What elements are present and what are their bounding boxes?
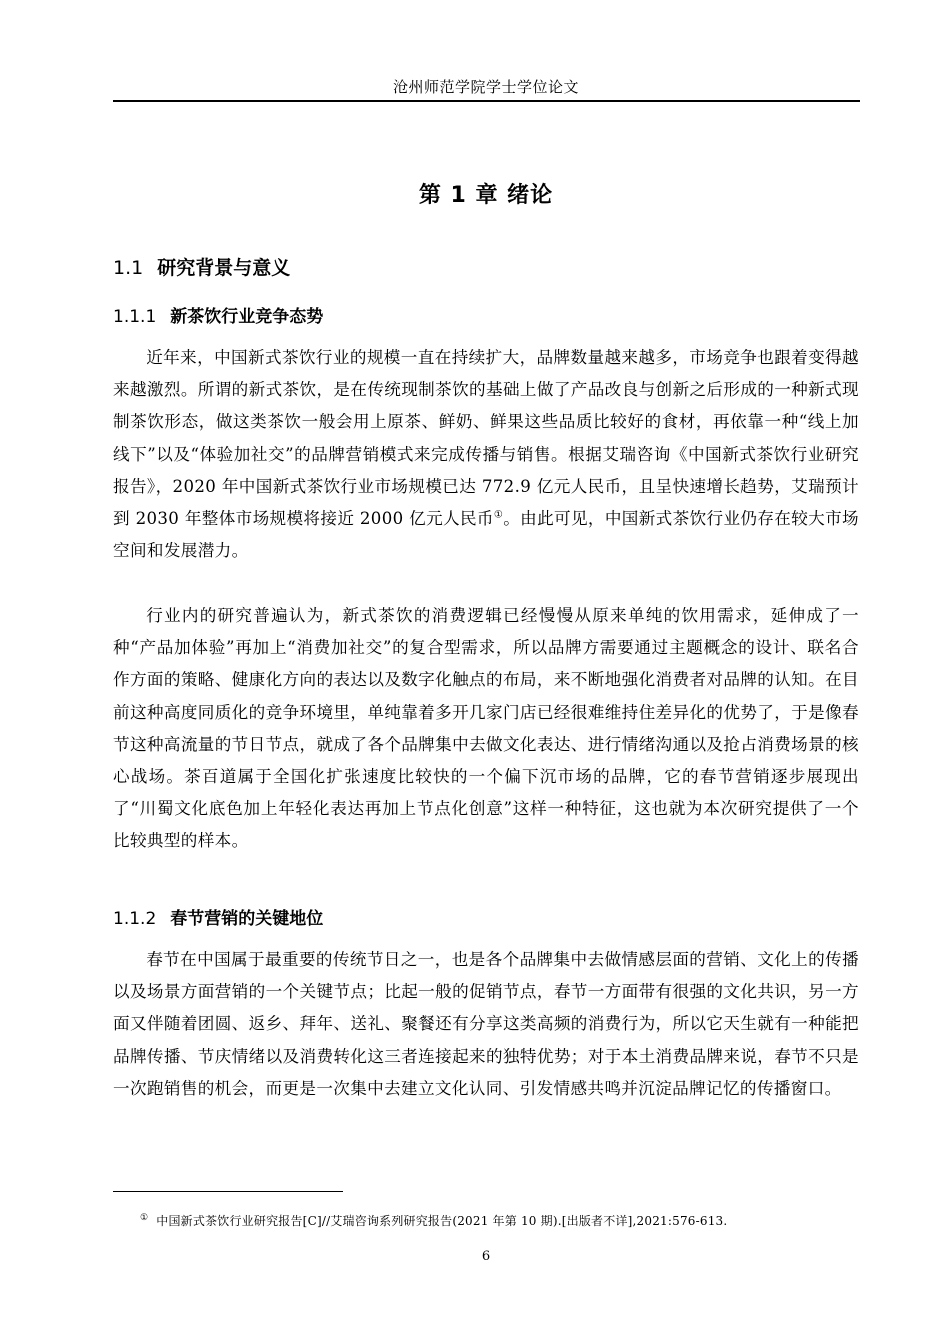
running-header: 沧州师范学院学士学位论文 xyxy=(392,78,579,96)
footnote-reference[interactable]: ① xyxy=(493,509,504,521)
footnote-mark: ① xyxy=(140,1213,149,1223)
footnote xyxy=(140,1212,727,1229)
subsection-number: 1.1.1 xyxy=(113,307,157,327)
paragraph-1-1-2-a: 春节在中国属于最重要的传统节日之一，也是各个品牌集中去做情感层面的营销、文化上的传播以及场景方面营销的一个关键节点；比起一般的促销节点，春节一方面带有很强的文化共识，另一方面又伴随着团圆、返乡、拜年、送礼、聚餐还有分享这类高频的消费行为，所以它天生就有一种能把品牌传播、节庆情绪以及消费转化这三者连接起来的独特优势；对于本土消费品牌来说，春节不只是一次跑销售的机会，而更是一次集中去建立文化认同、引发情感共鸣并沉淀品牌记忆的传播窗口。 xyxy=(113,950,859,1098)
page-number: 6 xyxy=(481,1249,491,1264)
subsection-heading-1-1-1 xyxy=(113,302,323,327)
footnote-rule xyxy=(113,1191,343,1192)
subsection-title: 春节营销的关键地位 xyxy=(170,909,324,929)
chapter-title: 第 1 章 绪论 xyxy=(418,183,554,208)
paragraph-1-1-1-b: 行业内的研究普遍认为，新式茶饮的消费逻辑已经慢慢从原来单纯的饮用需求，延伸成了一种“产品加体验”再加上“消费加社交”的复合型需求，所以品牌方需要通过主题概念的设计、联名合作方面的策略、健康化方向的表达以及数字化触点的布局，来不断地强化消费者对品牌的认知。在目前这种高度同质化的竞争环境里，单纯靠着多开几家门店已经很难维持住差异化的优势了，于是像春节这种高流量的节日节点，就成了各个品牌集中去做文化表达、进行情绪沟通以及抢占消费场景的核心战场。茶百道属于全国化扩张速度比较快的一个偏下沉市场的品牌，它的春节营销逐步展现出了“川蜀文化底色加上年轻化表达再加上节点化创意”这样一种特征，这也就为本次研究提供了一个比较典型的样本。 xyxy=(113,606,859,851)
section-title: 研究背景与意义 xyxy=(157,257,291,279)
subsection-title: 新茶饮行业竞争态势 xyxy=(170,307,324,327)
subsection-heading-1-1-2 xyxy=(113,904,323,929)
paragraph-1-1-1-a xyxy=(113,342,859,567)
section-heading-1-1 xyxy=(113,253,290,280)
paragraph-text: 。由此可见，中国新式茶饮行业仍存在较大市场空间和发展潜力。 xyxy=(113,509,860,561)
footnote-text: 中国新式茶饮行业研究报告[C]//艾瑞咨询系列研究报告(2021 年第 10 期).[出版者不详],2021:576-613. xyxy=(156,1214,728,1228)
section-number: 1.1 xyxy=(113,257,144,279)
paragraph-text: 近年来，中国新式茶饮行业的规模一直在持续扩大，品牌数量越来越多，市场竞争也跟着变得越来越激烈。所谓的新式茶饮，是在传统现制茶饮的基础上做了产品改良与创新之后形成的一种新式现制茶饮形态，做这类茶饮一般会用上原茶、鲜奶、鲜果这些品质比较好的食材，再依靠一种“线上加线下”以及“体验加社交”的品牌营销模式来完成传播与销售。根据艾瑞咨询《中国新式茶饮行业研究报告》，2020 年中国新式茶饮行业市场规模已达 772.9 亿元人民币，且呈快速增长趋势，艾瑞预计到 2030 年整体市场规模将接近 2000 亿元人民币 xyxy=(113,348,859,529)
header-rule xyxy=(113,100,860,102)
subsection-number: 1.1.2 xyxy=(113,909,157,929)
